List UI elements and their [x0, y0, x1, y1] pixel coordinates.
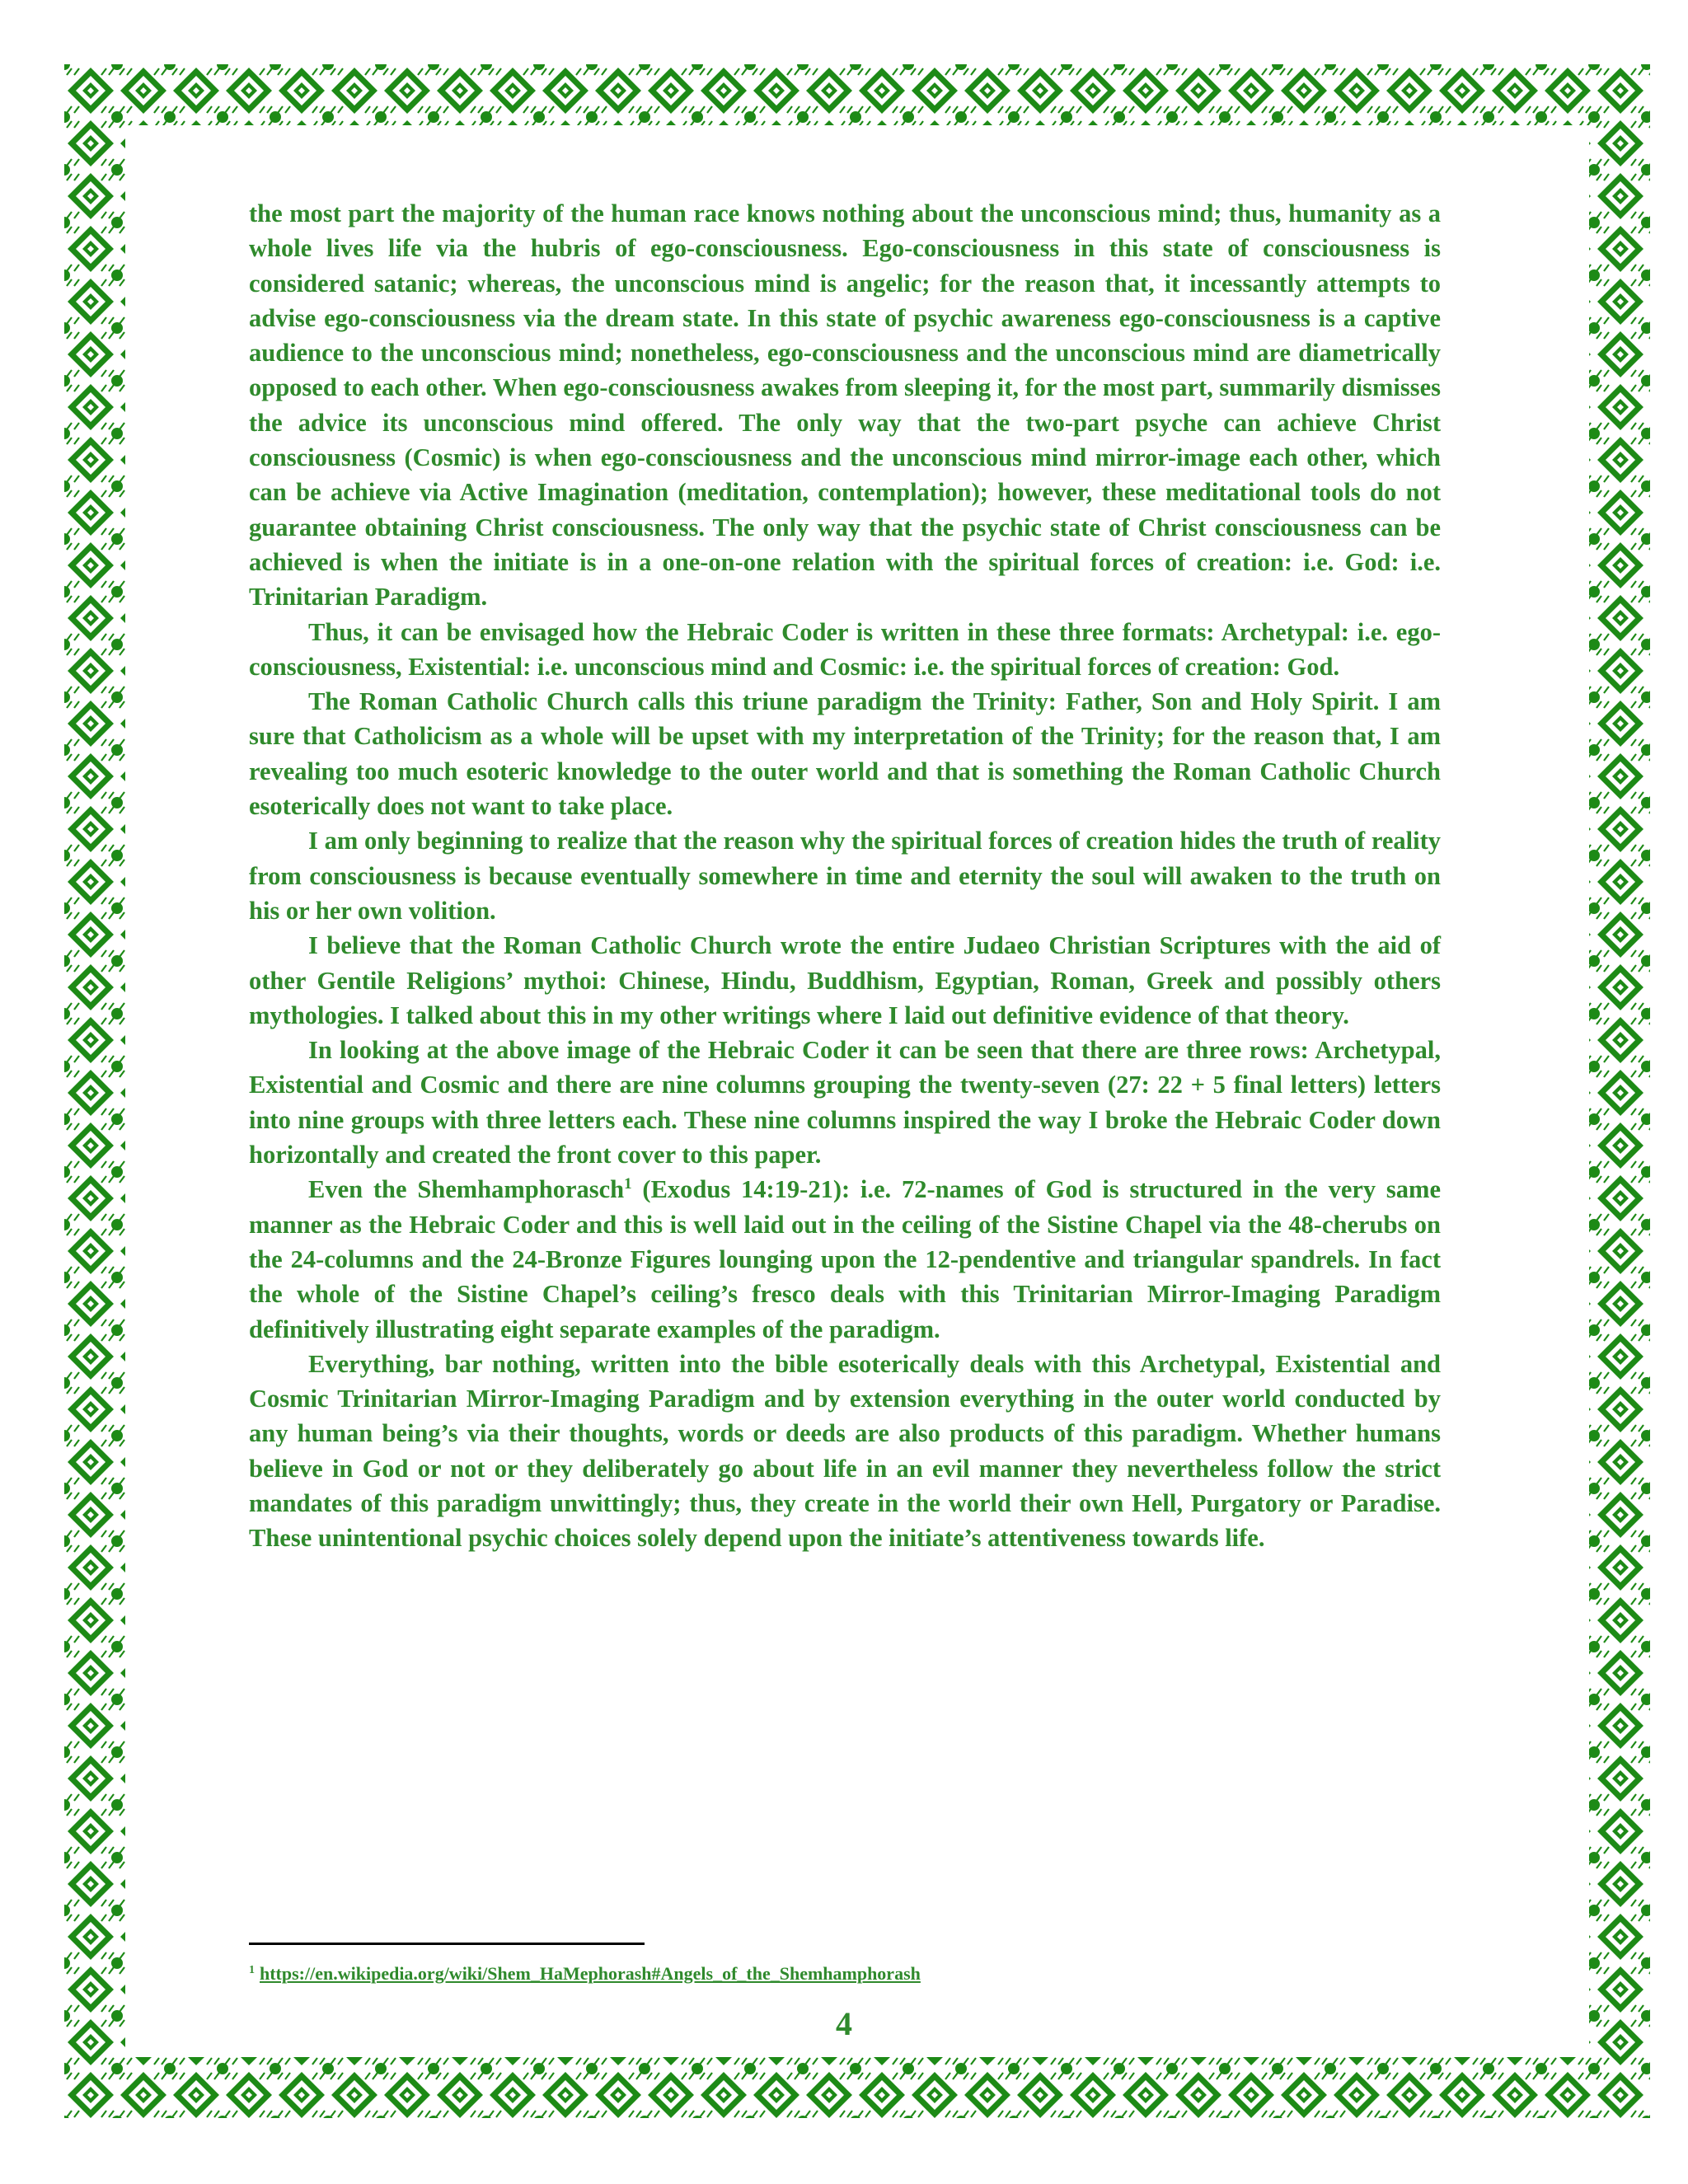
footnote-separator: [249, 1943, 645, 1945]
paragraph-text: Even the Shemhamphorasch: [308, 1175, 625, 1204]
paragraph: The Roman Catholic Church calls this triune paradigm the Trinity: Father, Son and Holy Spirit. I am sure that Catholicism as a whole will be upset with my interpretation of the Trinity; for the reason that, I am revealing too much esoteric knowledge to the outer world and that is something the Roman Catholic Church esoterically does not want to take place.: [249, 687, 1441, 821]
footnote-number: 1: [249, 1963, 255, 1976]
paragraph: the most part the majority of the human race knows nothing about the unconscious mind; thus, humanity as a whole lives life via the hubris of ego-consciousness. Ego-consciousness in this state of consciousness is considered satanic; whereas, the unconscious mind is angelic; for the reason that, it incessantly attempts to advise ego-consciousness via the dream state. In this state of psychic awareness ego-consciousness is a captive audience to the unconscious mind; nonetheless, ego-consciousness and the unconscious mind are diametrically opposed to each other. When ego-consciousness awakes from sleeping it, for the most part, summarily dismisses the advice its unconscious mind offered. The only way that the two-part psyche can achieve Christ consciousness (Cosmic) is when ego-consciousness and the unconscious mind mirror-image each other, which can be achieve via Active Imagination (meditation, contemplation); however, these meditational tools do not guarantee obtaining Christ consciousness. The only way that the psychic state of Christ consciousness can be achieved is when the initiate is in a one-on-one relation with the spiritual forces of creation: i.e. God: i.e. Trinitarian Paradigm.: [249, 199, 1441, 612]
footnote-reference[interactable]: 1: [624, 1175, 632, 1193]
footnote-link[interactable]: https://en.wikipedia.org/wiki/Shem_HaMephorash#Angels_of_the_Shemhamphorash: [260, 1963, 921, 1984]
paragraph-with-footnote-ref: [249, 1172, 1441, 1346]
paragraph: In looking at the above image of the Hebraic Coder it can be seen that there are three rows: Archetypal, Existential and Cosmic and there are nine columns grouping the twenty-seven (27: 22 + 5 final letters) letters into nine groups with three letters each. These nine columns inspired the way I broke the Hebraic Coder down horizontally and created the front cover to this paper.: [249, 1036, 1441, 1169]
body-text: [249, 196, 1441, 1556]
paragraph: Everything, bar nothing, written into the bible esoterically deals with this Archetypal, Existential and Cosmic Trinitarian Mirror-Imaging Paradigm and by extension everything in the outer world conducted by any human being’s via their thoughts, words or deeds are also products of this paradigm. Whether humans believe in God or not or they deliberately go about life in an evil manner they nevertheless follow the strict mandates of this paradigm unwittingly; thus, they create in the world their own Hell, Purgatory or Paradise. These unintentional psychic choices solely depend upon the initiate’s attentiveness towards life.: [249, 1349, 1441, 1553]
paragraph: I am only beginning to realize that the reason why the spiritual forces of creation hides the truth of reality from consciousness is because eventually somewhere in time and eternity the soul will awaken to the truth on his or her own volition.: [249, 827, 1441, 925]
footnote: [249, 1961, 1441, 1986]
page-number: 4: [836, 2005, 852, 2042]
paragraph: Thus, it can be envisaged how the Hebraic Coder is written in these three formats: Archetypal: i.e. ego-consciousness, Existential: i.e. unconscious mind and Cosmic: i.e. the spiritual forces of creation: God.: [249, 617, 1441, 681]
paragraph: I believe that the Roman Catholic Church wrote the entire Judaeo Christian Scriptures with the aid of other Gentile Religions’ mythoi: Chinese, Hindu, Buddhism, Egyptian, Roman, Greek and possibly others mythologies. I talked about this in my other writings where I laid out definitive evidence of that theory.: [249, 931, 1441, 1029]
paragraph-text: (Exodus 14:19-21): i.e. 72-names of God is structured in the very same manner as the Hebraic Coder and this is well laid out in the ceiling of the Sistine Chapel via the 48-cherubs on the 24-columns and the 24-Bronze Figures lounging upon the 12-pendentive and triangular spandrels. In fact the whole of the Sistine Chapel’s ceiling’s fresco deals with this Trinitarian Mirror-Imaging Paradigm definitively illustrating eight separate examples of the paradigm.: [249, 1175, 1441, 1343]
